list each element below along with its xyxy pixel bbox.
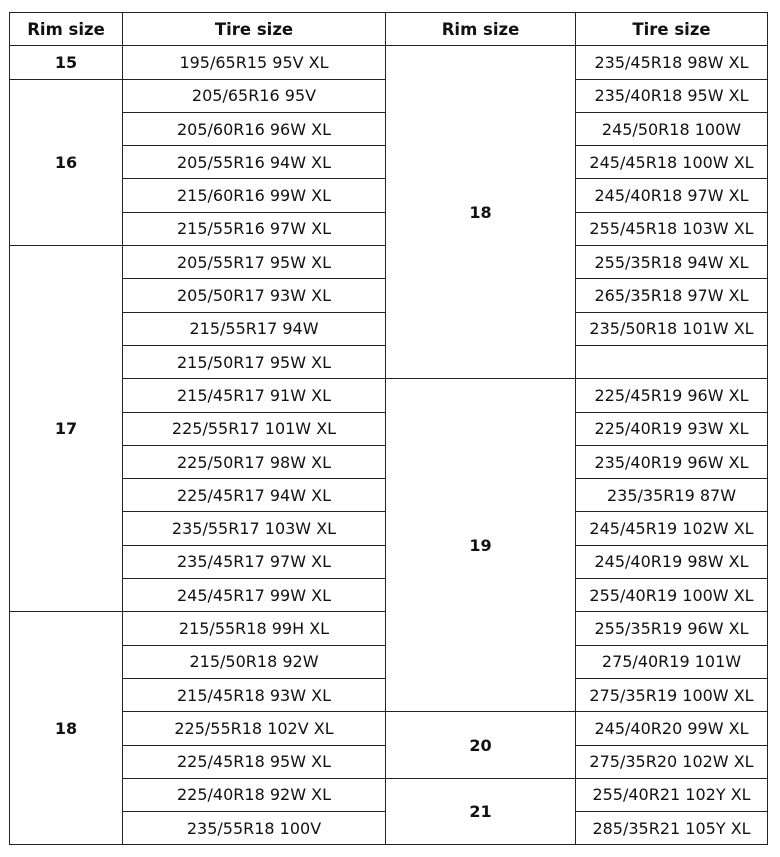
table-body <box>10 46 768 845</box>
tire-size-cell-right: 255/45R18 103W XL <box>576 212 768 245</box>
tire-size-cell-left: 205/50R17 93W XL <box>123 279 386 312</box>
tire-size-cell-left: 205/55R16 94W XL <box>123 146 386 179</box>
rim-size-cell-left: 16 <box>10 79 123 245</box>
tire-size-cell-right: 255/35R19 96W XL <box>576 612 768 645</box>
tire-size-cell-left: 235/55R18 100V <box>123 812 386 845</box>
tire-size-cell-left: 215/55R18 99H XL <box>123 612 386 645</box>
table-row <box>10 712 768 745</box>
tire-size-cell-right: 245/45R19 102W XL <box>576 512 768 545</box>
tire-size-cell-left: 235/45R17 97W XL <box>123 545 386 578</box>
tire-size-cell-right: 235/50R18 101W XL <box>576 312 768 345</box>
tire-size-cell-left: 195/65R15 95V XL <box>123 46 386 79</box>
tire-size-cell-right: 275/35R20 102W XL <box>576 745 768 778</box>
rim-size-cell-right: 19 <box>386 379 576 712</box>
tire-size-cell-right: 275/35R19 100W XL <box>576 678 768 711</box>
rim-size-header-right: Rim size <box>386 13 576 46</box>
table-row <box>10 46 768 79</box>
tire-size-header-right: Tire size <box>576 13 768 46</box>
tire-size-cell-right: 235/45R18 98W XL <box>576 46 768 79</box>
table-row <box>10 379 768 412</box>
tire-size-cell-right: 235/40R18 95W XL <box>576 79 768 112</box>
tire-size-cell-left: 225/40R18 92W XL <box>123 778 386 811</box>
tire-size-cell-right: 225/40R19 93W XL <box>576 412 768 445</box>
rim-size-cell-right: 21 <box>386 778 576 845</box>
rim-size-cell-left: 18 <box>10 612 123 845</box>
tire-size-cell-right: 255/40R19 100W XL <box>576 579 768 612</box>
rim-size-cell-right: 20 <box>386 712 576 779</box>
tire-size-cell-right <box>576 345 768 378</box>
tire-size-cell-right: 265/35R18 97W XL <box>576 279 768 312</box>
tire-size-cell-left: 225/55R17 101W XL <box>123 412 386 445</box>
rim-size-cell-right: 18 <box>386 46 576 379</box>
tire-size-cell-left: 225/55R18 102V XL <box>123 712 386 745</box>
tire-size-cell-left: 215/50R17 95W XL <box>123 345 386 378</box>
tire-size-cell-right: 275/40R19 101W <box>576 645 768 678</box>
rim-size-cell-left: 17 <box>10 246 123 612</box>
tire-size-cell-right: 245/40R19 98W XL <box>576 545 768 578</box>
tire-size-header-left: Tire size <box>123 13 386 46</box>
tire-size-cell-left: 205/65R16 95V <box>123 79 386 112</box>
tire-size-cell-left: 225/45R18 95W XL <box>123 745 386 778</box>
tire-size-cell-right: 235/35R19 87W <box>576 479 768 512</box>
tire-size-cell-right: 245/40R18 97W XL <box>576 179 768 212</box>
rim-size-cell-left: 15 <box>10 46 123 79</box>
tire-size-cell-left: 215/60R16 99W XL <box>123 179 386 212</box>
header-row <box>10 13 768 46</box>
tire-size-cell-right: 255/35R18 94W XL <box>576 246 768 279</box>
tire-size-cell-left: 245/45R17 99W XL <box>123 579 386 612</box>
tire-size-cell-left: 215/50R18 92W <box>123 645 386 678</box>
tire-size-cell-left: 215/45R18 93W XL <box>123 678 386 711</box>
table-row <box>10 778 768 811</box>
tire-size-cell-right: 225/45R19 96W XL <box>576 379 768 412</box>
tire-size-cell-left: 205/60R16 96W XL <box>123 112 386 145</box>
tire-size-cell-right: 245/40R20 99W XL <box>576 712 768 745</box>
tire-size-cell-left: 225/45R17 94W XL <box>123 479 386 512</box>
rim-size-header-left: Rim size <box>10 13 123 46</box>
tire-size-cell-left: 205/55R17 95W XL <box>123 246 386 279</box>
tire-size-cell-left: 215/55R16 97W XL <box>123 212 386 245</box>
tire-size-cell-left: 215/45R17 91W XL <box>123 379 386 412</box>
tire-size-cell-left: 235/55R17 103W XL <box>123 512 386 545</box>
tire-size-cell-right: 245/45R18 100W XL <box>576 146 768 179</box>
tire-size-cell-right: 285/35R21 105Y XL <box>576 812 768 845</box>
tire-size-cell-right: 245/50R18 100W <box>576 112 768 145</box>
tire-size-cell-left: 225/50R17 98W XL <box>123 445 386 478</box>
tire-size-cell-right: 255/40R21 102Y XL <box>576 778 768 811</box>
tire-size-table <box>9 12 768 845</box>
tire-size-cell-right: 235/40R19 96W XL <box>576 445 768 478</box>
tire-size-cell-left: 215/55R17 94W <box>123 312 386 345</box>
